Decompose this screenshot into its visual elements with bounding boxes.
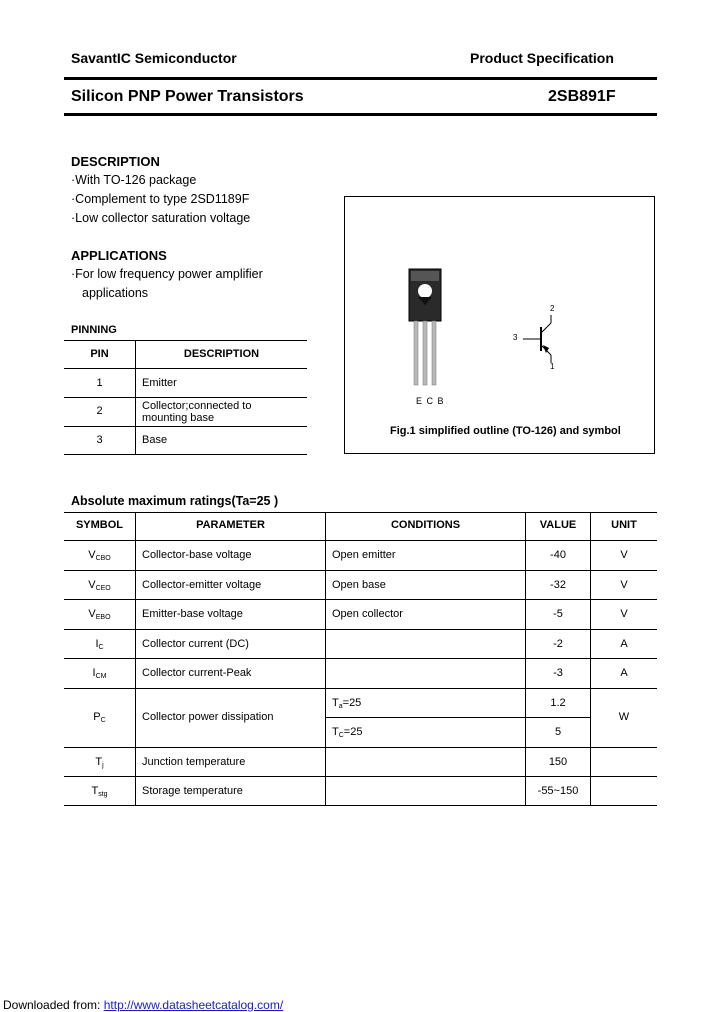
footer-link[interactable]: http://www.datasheetcatalog.com/ bbox=[103, 998, 284, 1012]
symbol-pin-3: 3 bbox=[513, 333, 518, 342]
table-row-parameter: Collector-base voltage bbox=[142, 549, 252, 561]
table-row-unit: A bbox=[620, 638, 628, 650]
table-row-unit: V bbox=[620, 549, 628, 561]
table-row-symbol: $V_{CEO}$ bbox=[88, 579, 111, 592]
description-item: ·Low collector saturation voltage bbox=[71, 211, 251, 225]
table-row-value: -5 bbox=[553, 608, 563, 620]
description-item: ·Complement to type 2SD1189F bbox=[71, 192, 250, 206]
product-line: Silicon PNP Power Transistors bbox=[71, 88, 304, 105]
pin-number: 1 bbox=[96, 377, 103, 389]
description-item: ·With TO-126 package bbox=[71, 173, 197, 187]
applications-heading: APPLICATIONS bbox=[71, 248, 167, 263]
value-header: VALUE bbox=[539, 519, 577, 531]
pin-number: 3 bbox=[96, 434, 103, 446]
pin-description-header: DESCRIPTION bbox=[183, 348, 260, 360]
symbol-pin-2: 2 bbox=[550, 304, 555, 313]
table-row-unit: W bbox=[618, 711, 630, 723]
table-row-parameter: Collector current (DC) bbox=[142, 638, 249, 650]
table-row-condition: $T_C=25$ bbox=[332, 726, 363, 739]
table-row-value: -2 bbox=[553, 638, 563, 650]
table-row-value: -55~150 bbox=[537, 785, 579, 797]
figure-box bbox=[344, 196, 655, 454]
table-row-parameter: Storage temperature bbox=[142, 785, 243, 797]
table-row-condition: Open base bbox=[332, 579, 386, 591]
table-row-symbol: $T_{stg}$ bbox=[91, 785, 108, 798]
spec-label: Product Specification bbox=[470, 50, 614, 66]
table-row-parameter: Collector power dissipation bbox=[142, 711, 274, 723]
table-row-value: 5 bbox=[554, 726, 562, 738]
parameter-header: PARAMETER bbox=[196, 519, 265, 531]
pin-number: 2 bbox=[96, 405, 103, 417]
applications-item-cont: applications bbox=[82, 286, 149, 300]
table-row-parameter: Emitter-base voltage bbox=[142, 608, 243, 620]
symbol-header: SYMBOL bbox=[75, 519, 124, 531]
table-row-condition: Open collector bbox=[332, 608, 403, 620]
pin-column-header: PIN bbox=[90, 348, 109, 360]
table-row-symbol: $P_C$ bbox=[93, 711, 106, 724]
table-row-unit: V bbox=[620, 608, 628, 620]
company-name: SavantIC Semiconductor bbox=[71, 50, 237, 66]
table-row-symbol: $V_{CBO}$ bbox=[88, 549, 111, 562]
table-row-unit: A bbox=[620, 667, 628, 679]
pinning-heading: PINNING bbox=[71, 324, 117, 336]
pin-description: Base bbox=[142, 434, 168, 446]
table-row-condition: $T_a=25$ bbox=[332, 697, 362, 710]
table-row-parameter: Collector-emitter voltage bbox=[142, 579, 262, 591]
footer bbox=[3, 998, 283, 1012]
table-row-symbol: $I_C$ bbox=[95, 638, 104, 651]
table-row-unit: V bbox=[620, 579, 628, 591]
part-number: 2SB891F bbox=[548, 88, 616, 105]
applications-item: ·For low frequency power amplifier bbox=[71, 267, 263, 281]
table-row-symbol: $T_j$ bbox=[95, 756, 104, 769]
table-row-value: 150 bbox=[548, 756, 568, 768]
footer-label: Downloaded from: bbox=[3, 998, 101, 1012]
table-row-condition: Open emitter bbox=[332, 549, 396, 561]
pin-description: Collector;connected to mounting base bbox=[142, 400, 252, 424]
figure-caption: Fig.1 simplified outline (TO-126) and symbol bbox=[390, 425, 621, 437]
table-row-parameter: Junction temperature bbox=[142, 756, 246, 768]
table-row-value: -3 bbox=[553, 667, 563, 679]
conditions-header: CONDITIONS bbox=[390, 519, 461, 531]
pnp-symbol-icon bbox=[345, 197, 656, 455]
header-rule-bottom bbox=[64, 113, 657, 116]
table-row-value: -40 bbox=[550, 549, 566, 561]
table-row-symbol: $V_{EBO}$ bbox=[88, 608, 111, 621]
table-row-value: 1.2 bbox=[550, 697, 566, 709]
table-row-value: -32 bbox=[550, 579, 566, 591]
pin-description: Emitter bbox=[142, 377, 177, 389]
ratings-heading: Absolute maximum ratings(Ta=25 ) bbox=[71, 494, 279, 508]
table-row-parameter: Collector current-Peak bbox=[142, 667, 252, 679]
description-heading: DESCRIPTION bbox=[71, 154, 160, 169]
header-rule-top bbox=[64, 77, 657, 80]
table-row-symbol: $I_{CM}$ bbox=[92, 667, 107, 680]
symbol-pin-1: 1 bbox=[550, 362, 555, 371]
pin-order-label: E C B bbox=[416, 396, 445, 406]
unit-header: UNIT bbox=[611, 519, 637, 531]
